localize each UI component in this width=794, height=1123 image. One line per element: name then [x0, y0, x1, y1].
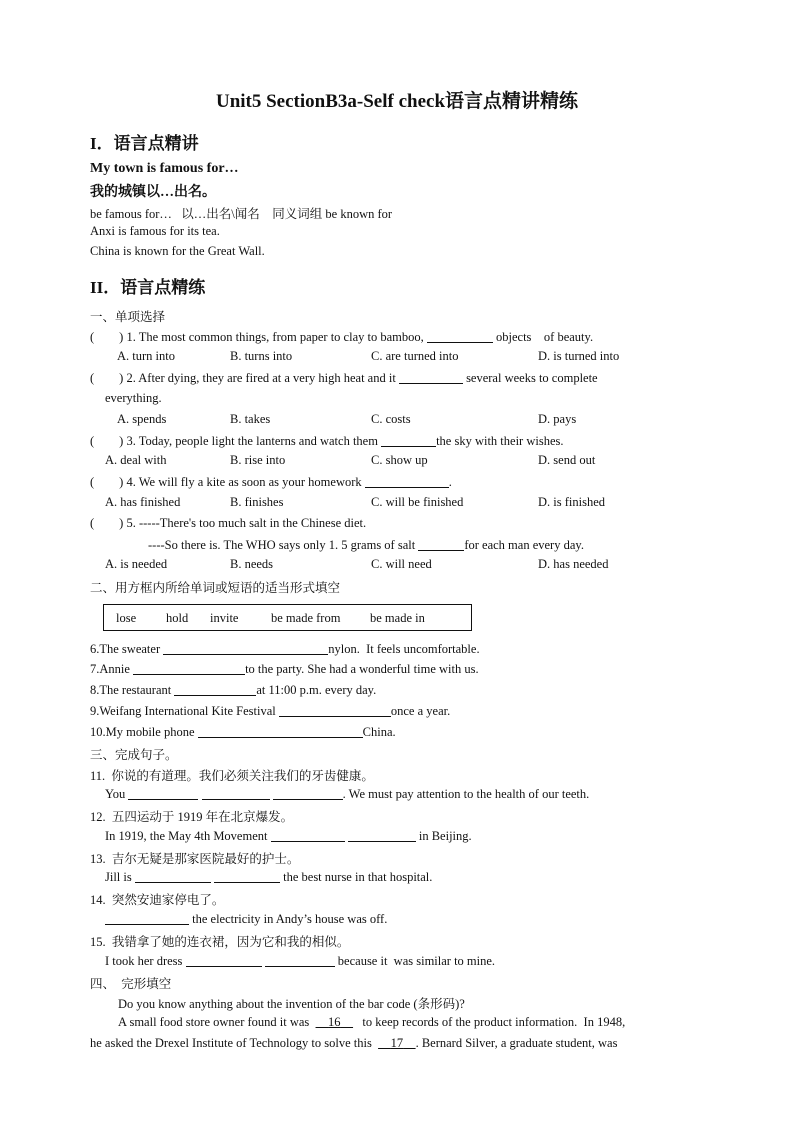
question-text: Jill is — [105, 870, 132, 884]
cloze-blank-16[interactable]: 16 — [328, 1015, 341, 1029]
word-option: invite — [210, 611, 239, 625]
part2-heading: II．语言点精练 — [90, 278, 206, 297]
option-b[interactable]: B. takes — [230, 412, 271, 426]
answer-blank[interactable] — [174, 682, 256, 696]
question-15-chinese: 15. 我错拿了她的连衣裙，因为它和我的相似。 — [90, 935, 350, 949]
word-option: be made from — [271, 611, 341, 625]
cloze-paragraph-line1: Do you know anything about the invention of the bar code (条形码)? — [118, 997, 465, 1011]
answer-blank[interactable] — [202, 786, 270, 800]
word-option: be made in — [370, 611, 425, 625]
question-text: because it was similar to mine. — [337, 954, 496, 968]
phrase-english: My town is famous for… — [90, 161, 239, 176]
option-d[interactable]: D. is finished — [538, 495, 606, 509]
question-text: China. — [362, 725, 396, 739]
example-1: Anxi is famous for its tea. — [90, 224, 220, 238]
question-text: . We must pay attention to the health of our teeth. — [342, 787, 590, 801]
question-3 — [90, 433, 564, 449]
question-12 — [105, 828, 472, 844]
option-b[interactable]: B. finishes — [230, 495, 284, 509]
option-c[interactable]: C. show up — [371, 453, 428, 467]
option-c[interactable]: C. will need — [371, 557, 432, 571]
option-b[interactable]: B. rise into — [230, 453, 286, 467]
question-1 — [90, 329, 593, 345]
option-d[interactable]: D. is turned into — [538, 349, 620, 363]
answer-blank[interactable] — [427, 329, 493, 343]
part1-heading: I．语言点精讲 — [90, 134, 199, 153]
answer-blank[interactable] — [128, 786, 198, 800]
answer-paren[interactable]: ( ) — [90, 475, 124, 489]
answer-blank[interactable] — [105, 911, 189, 925]
phrase-chinese: 我的城镇以…出名。 — [90, 185, 216, 200]
question-text: I took her dress — [105, 954, 183, 968]
question-text: In 1919, the May 4th Movement — [105, 829, 268, 843]
answer-blank[interactable] — [348, 828, 416, 842]
answer-blank[interactable] — [381, 433, 436, 447]
question-13 — [105, 869, 432, 885]
option-a[interactable]: A. spends — [117, 412, 167, 426]
cloze-paragraph-line3 — [90, 1036, 617, 1051]
section2-title: 二、用方框内所给单词或短语的适当形式填空 — [90, 581, 341, 595]
question-8 — [90, 682, 376, 698]
answer-blank[interactable] — [279, 703, 391, 717]
option-c[interactable]: C. are turned into — [371, 349, 459, 363]
word-box — [103, 604, 472, 631]
question-text: the electricity in Andy’s house was off. — [192, 912, 388, 926]
answer-blank[interactable] — [198, 724, 363, 738]
phrase-note: be famous for… 以…出名\闻名 同义词组 be known for — [90, 207, 393, 221]
section4-title: 四、 完形填空 — [90, 977, 172, 991]
option-a[interactable]: A. turn into — [117, 349, 175, 363]
question-9 — [90, 703, 450, 719]
question-text: once a year. — [390, 704, 451, 718]
question-2 — [90, 370, 598, 386]
question-12-chinese: 12. 五四运动于 1919 年在北京爆发。 — [90, 810, 294, 824]
example-2: China is known for the Great Wall. — [90, 244, 265, 258]
question-text: for each man every day. — [464, 538, 584, 552]
question-6 — [90, 641, 480, 657]
question-text: 9.Weifang International Kite Festival — [90, 704, 276, 718]
answer-blank[interactable] — [214, 869, 280, 883]
page-title: Unit5 SectionB3a-Self check语言点精讲精练 — [215, 91, 579, 112]
question-4 — [90, 474, 452, 490]
answer-blank[interactable] — [265, 953, 335, 967]
question-text: the sky with their wishes. — [436, 434, 564, 448]
cloze-text: to keep records of the product information. In 1948, — [362, 1015, 626, 1029]
question-text: 2. After dying, they are fired at a very high heat and it — [126, 371, 396, 385]
option-c[interactable]: C. will be finished — [371, 495, 464, 509]
question-text: . — [448, 475, 452, 489]
answer-paren[interactable]: ( ) — [90, 330, 124, 344]
question-text: the best nurse in that hospital. — [283, 870, 433, 884]
cloze-paragraph-line2 — [118, 1015, 625, 1030]
question-7 — [90, 661, 479, 677]
cloze-text: A small food store owner found it was — [118, 1015, 310, 1029]
answer-blank[interactable] — [135, 869, 211, 883]
question-text: 1. The most common things, from paper to clay to bamboo, — [126, 330, 424, 344]
section1-title: 一、单项选择 — [90, 310, 166, 324]
answer-blank[interactable] — [133, 661, 245, 675]
section3-title: 三、完成句子。 — [90, 748, 178, 762]
answer-blank[interactable] — [271, 828, 345, 842]
question-11-chinese: 11. 你说的有道理。我们必须关注我们的牙齿健康。 — [90, 769, 374, 783]
question-text: at 11:00 p.m. every day. — [256, 683, 377, 697]
option-d[interactable]: D. send out — [538, 453, 596, 467]
answer-blank[interactable] — [399, 370, 463, 384]
option-d[interactable]: D. pays — [538, 412, 577, 426]
option-a[interactable]: A. is needed — [105, 557, 168, 571]
question-5-line2 — [148, 537, 584, 553]
question-text: 7.Annie — [90, 662, 130, 676]
answer-paren[interactable]: ( ) — [90, 516, 124, 530]
question-5 — [90, 516, 366, 531]
question-text: 5. -----There's too much salt in the Chinese diet. — [126, 516, 367, 530]
cloze-text: . Bernard Silver, a graduate student, was — [415, 1036, 618, 1050]
option-b[interactable]: B. needs — [230, 557, 274, 571]
question-2-continued: everything. — [105, 391, 162, 405]
answer-paren[interactable]: ( ) — [90, 434, 124, 448]
option-b[interactable]: B. turns into — [230, 349, 293, 363]
question-15 — [105, 953, 495, 969]
question-text: 6.The sweater — [90, 642, 161, 656]
question-text: 10.My mobile phone — [90, 725, 195, 739]
option-d[interactable]: D. has needed — [538, 557, 609, 571]
cloze-text: he asked the Drexel Institute of Technology to solve this — [90, 1036, 372, 1050]
question-text: 8.The restaurant — [90, 683, 172, 697]
word-option: lose — [116, 611, 137, 625]
question-text: to the party. She had a wonderful time with us. — [245, 662, 479, 676]
question-text: several weeks to complete — [466, 371, 598, 385]
answer-blank[interactable] — [365, 474, 449, 488]
option-a[interactable]: A. has finished — [105, 495, 181, 509]
question-14-chinese: 14. 突然安迪家停电了。 — [90, 893, 225, 907]
question-text: You — [105, 787, 126, 801]
question-11 — [105, 786, 589, 802]
question-text: 3. Today, people light the lanterns and watch them — [126, 434, 378, 448]
option-a[interactable]: A. deal with — [105, 453, 167, 467]
answer-blank[interactable] — [273, 786, 343, 800]
cloze-blank-17[interactable]: 17 — [390, 1036, 404, 1050]
question-text: in Beijing. — [418, 829, 472, 843]
answer-blank[interactable] — [418, 537, 464, 551]
question-text: ----So there is. The WHO says only 1. 5 grams of salt — [148, 538, 416, 552]
question-13-chinese: 13. 吉尔无疑是那家医院最好的护士。 — [90, 852, 300, 866]
answer-blank[interactable] — [163, 641, 328, 655]
answer-paren[interactable]: ( ) — [90, 371, 124, 385]
answer-blank[interactable] — [186, 953, 262, 967]
option-c[interactable]: C. costs — [371, 412, 411, 426]
question-14 — [105, 911, 387, 927]
question-text: nylon. It feels uncomfortable. — [328, 642, 480, 656]
question-10 — [90, 724, 396, 740]
word-option: hold — [166, 611, 189, 625]
question-text: 4. We will fly a kite as soon as your homework — [126, 475, 362, 489]
question-text: objects of beauty. — [496, 330, 594, 344]
